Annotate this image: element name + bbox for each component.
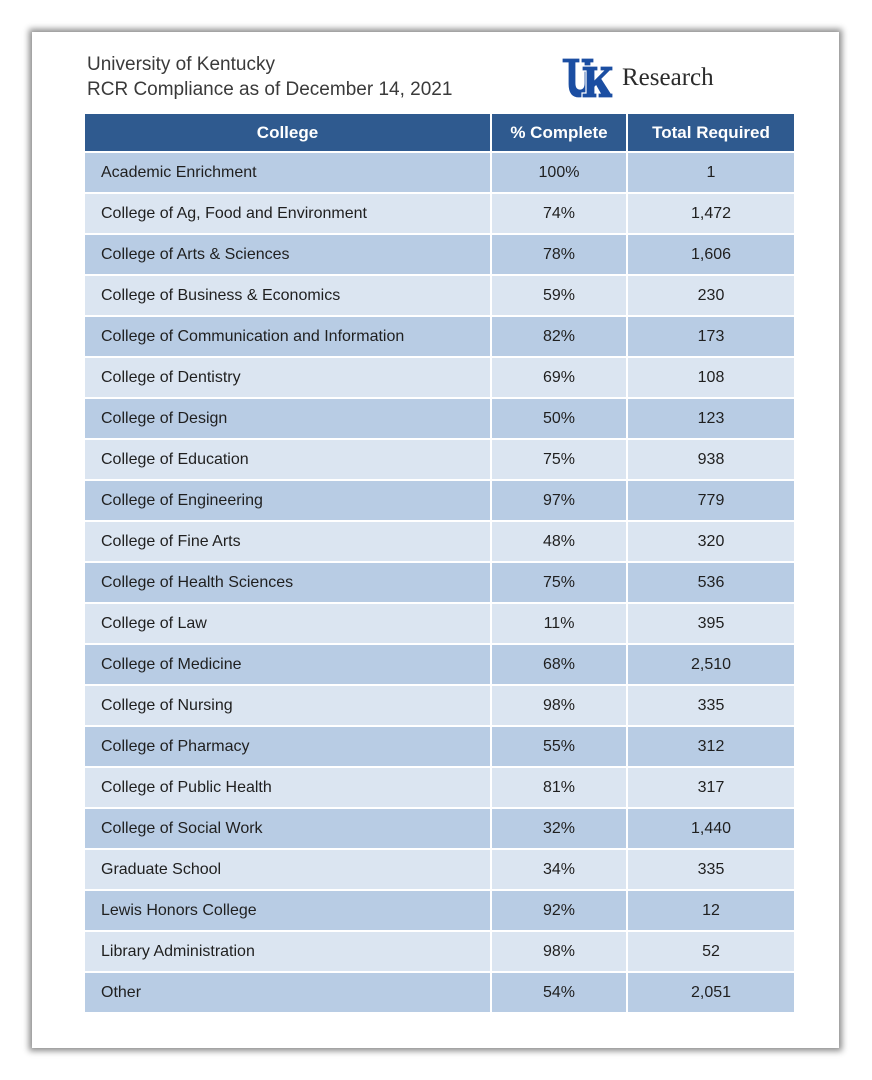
cell-total-required: 12 bbox=[628, 891, 794, 930]
cell-percent-complete: 82% bbox=[492, 317, 626, 356]
cell-college: College of Business & Economics bbox=[85, 276, 490, 315]
column-header-college: College bbox=[85, 114, 490, 151]
report-header bbox=[87, 52, 797, 112]
table-row bbox=[85, 194, 794, 233]
cell-percent-complete: 50% bbox=[492, 399, 626, 438]
table-row bbox=[85, 768, 794, 807]
title-compliance-date: RCR Compliance as of December 14, 2021 bbox=[87, 79, 453, 100]
cell-total-required: 312 bbox=[628, 727, 794, 766]
cell-college: College of Nursing bbox=[85, 686, 490, 725]
cell-total-required: 395 bbox=[628, 604, 794, 643]
table-row bbox=[85, 399, 794, 438]
cell-total-required: 335 bbox=[628, 686, 794, 725]
cell-percent-complete: 92% bbox=[492, 891, 626, 930]
cell-college: College of Dentistry bbox=[85, 358, 490, 397]
cell-percent-complete: 69% bbox=[492, 358, 626, 397]
cell-college: College of Public Health bbox=[85, 768, 490, 807]
cell-total-required: 1,440 bbox=[628, 809, 794, 848]
logo-research-text: Research bbox=[622, 64, 714, 91]
cell-total-required: 779 bbox=[628, 481, 794, 520]
table-row bbox=[85, 235, 794, 274]
cell-college: College of Engineering bbox=[85, 481, 490, 520]
column-header-total-required: Total Required bbox=[628, 114, 794, 151]
cell-percent-complete: 98% bbox=[492, 686, 626, 725]
report-page bbox=[32, 32, 839, 1048]
table-row bbox=[85, 809, 794, 848]
cell-total-required: 335 bbox=[628, 850, 794, 889]
cell-college: Lewis Honors College bbox=[85, 891, 490, 930]
cell-total-required: 1 bbox=[628, 153, 794, 192]
cell-total-required: 317 bbox=[628, 768, 794, 807]
cell-total-required: 320 bbox=[628, 522, 794, 561]
cell-college: College of Law bbox=[85, 604, 490, 643]
table-row bbox=[85, 973, 794, 1012]
table-row bbox=[85, 153, 794, 192]
cell-percent-complete: 32% bbox=[492, 809, 626, 848]
cell-percent-complete: 59% bbox=[492, 276, 626, 315]
table-row bbox=[85, 563, 794, 602]
cell-percent-complete: 11% bbox=[492, 604, 626, 643]
cell-percent-complete: 55% bbox=[492, 727, 626, 766]
cell-college: College of Ag, Food and Environment bbox=[85, 194, 490, 233]
table-row bbox=[85, 686, 794, 725]
report-title bbox=[87, 52, 452, 102]
table-row bbox=[85, 932, 794, 971]
table-row bbox=[85, 850, 794, 889]
cell-college: College of Medicine bbox=[85, 645, 490, 684]
cell-college: College of Health Sciences bbox=[85, 563, 490, 602]
compliance-table bbox=[83, 112, 796, 1014]
cell-percent-complete: 98% bbox=[492, 932, 626, 971]
cell-total-required: 173 bbox=[628, 317, 794, 356]
cell-percent-complete: 97% bbox=[492, 481, 626, 520]
uk-research-logo bbox=[560, 56, 714, 100]
table-row bbox=[85, 727, 794, 766]
cell-total-required: 536 bbox=[628, 563, 794, 602]
cell-percent-complete: 75% bbox=[492, 563, 626, 602]
cell-college: College of Design bbox=[85, 399, 490, 438]
cell-total-required: 1,606 bbox=[628, 235, 794, 274]
cell-percent-complete: 78% bbox=[492, 235, 626, 274]
title-university: University of Kentucky bbox=[87, 54, 275, 75]
cell-college: College of Education bbox=[85, 440, 490, 479]
cell-college: College of Arts & Sciences bbox=[85, 235, 490, 274]
table-row bbox=[85, 440, 794, 479]
cell-percent-complete: 48% bbox=[492, 522, 626, 561]
table-row bbox=[85, 358, 794, 397]
uk-monogram-icon bbox=[560, 56, 614, 100]
cell-college: College of Fine Arts bbox=[85, 522, 490, 561]
cell-percent-complete: 54% bbox=[492, 973, 626, 1012]
cell-total-required: 108 bbox=[628, 358, 794, 397]
cell-total-required: 1,472 bbox=[628, 194, 794, 233]
cell-total-required: 2,510 bbox=[628, 645, 794, 684]
cell-college: College of Social Work bbox=[85, 809, 490, 848]
cell-total-required: 52 bbox=[628, 932, 794, 971]
table-row bbox=[85, 276, 794, 315]
cell-percent-complete: 75% bbox=[492, 440, 626, 479]
table-body bbox=[85, 153, 794, 1012]
table-row bbox=[85, 317, 794, 356]
cell-college: Graduate School bbox=[85, 850, 490, 889]
column-header-percent-complete: % Complete bbox=[492, 114, 626, 151]
cell-total-required: 123 bbox=[628, 399, 794, 438]
cell-college: Other bbox=[85, 973, 490, 1012]
cell-college: Library Administration bbox=[85, 932, 490, 971]
table-row bbox=[85, 891, 794, 930]
table-row bbox=[85, 604, 794, 643]
table-row bbox=[85, 481, 794, 520]
cell-total-required: 938 bbox=[628, 440, 794, 479]
cell-percent-complete: 74% bbox=[492, 194, 626, 233]
table-row bbox=[85, 645, 794, 684]
cell-percent-complete: 34% bbox=[492, 850, 626, 889]
table-header-row bbox=[85, 114, 794, 151]
cell-college: Academic Enrichment bbox=[85, 153, 490, 192]
cell-college: College of Communication and Information bbox=[85, 317, 490, 356]
cell-total-required: 230 bbox=[628, 276, 794, 315]
cell-total-required: 2,051 bbox=[628, 973, 794, 1012]
cell-percent-complete: 81% bbox=[492, 768, 626, 807]
cell-college: College of Pharmacy bbox=[85, 727, 490, 766]
table-row bbox=[85, 522, 794, 561]
cell-percent-complete: 100% bbox=[492, 153, 626, 192]
cell-percent-complete: 68% bbox=[492, 645, 626, 684]
